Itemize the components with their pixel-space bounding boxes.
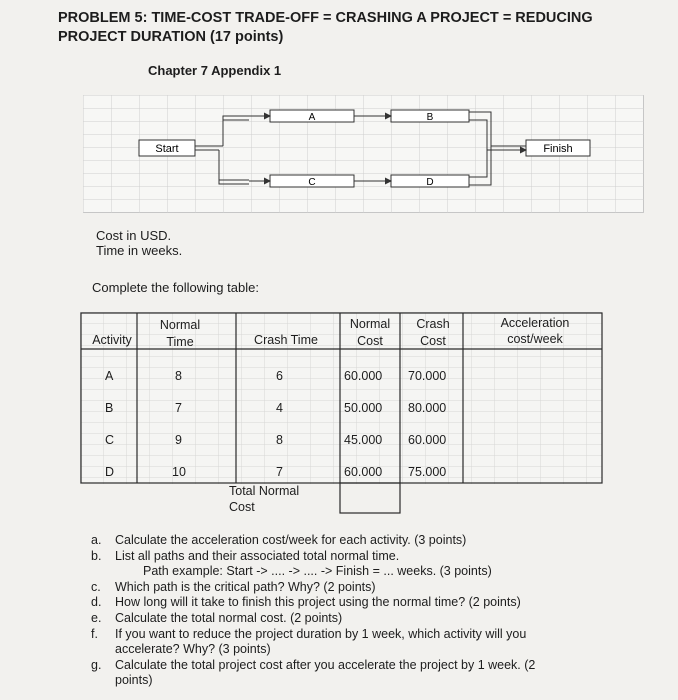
start-label: Start (155, 143, 179, 155)
question-f-text-1: If you want to reduce the project duration by 1 week, which activity will you (115, 626, 527, 641)
cost-unit-note: Cost in USD. (96, 228, 172, 243)
row-d-crash-cost: 75.000 (408, 465, 447, 479)
title-line-2: PROJECT DURATION (17 points) (58, 29, 284, 45)
question-f-label: f. (91, 626, 98, 641)
row-c-crash-time: 8 (276, 433, 283, 447)
row-b-activity: B (105, 401, 114, 415)
question-d-text: How long will it take to finish this project using the normal time? (2 points) (115, 595, 521, 610)
header-crash-cost-l1: Crash (416, 317, 450, 331)
total-label-l1: Total Normal (229, 484, 300, 498)
row-c-normal-cost: 45.000 (344, 433, 383, 447)
header-normal-time-l2: Time (166, 335, 194, 349)
row-a-normal-time: 8 (175, 369, 182, 383)
total-normal-cost-box (340, 483, 400, 513)
row-d-crash-time: 7 (276, 465, 283, 479)
header-normal-cost (340, 316, 400, 350)
question-g (91, 658, 631, 689)
header-acceleration-l2: cost/week (507, 332, 563, 346)
header-normal-cost-l2: Cost (357, 334, 383, 348)
question-a-text: Calculate the acceleration cost/week for each activity. (3 points) (115, 533, 467, 547)
time-unit-note: Time in weeks. (96, 243, 183, 258)
total-normal-cost-label (229, 483, 299, 515)
question-c-text: Which path is the critical path? Why? (2 points) (115, 579, 376, 594)
header-acceleration-l1: Acceleration (500, 316, 570, 330)
finish-label: Finish (543, 143, 573, 155)
question-b-label: b. (91, 548, 102, 563)
question-d-label: d. (91, 595, 102, 610)
header-crash-cost-l2: Cost (420, 334, 446, 348)
question-a (91, 533, 631, 549)
row-b-crash-cost: 80.000 (408, 401, 447, 415)
row-b-crash-time: 4 (276, 401, 283, 415)
activity-c-label: C (308, 177, 316, 188)
row-a-activity: A (105, 369, 114, 383)
header-normal-time-l1: Normal (159, 318, 201, 332)
header-crash-cost (402, 316, 464, 350)
question-b (91, 549, 631, 565)
row-c-activity: C (105, 433, 115, 447)
row-d-normal-cost: 60.000 (344, 465, 383, 479)
row-a-normal-cost: 60.000 (344, 369, 383, 383)
question-b-text: List all paths and their associated total normal time. (115, 548, 400, 563)
question-g-text-1: Calculate the total project cost after you accelerate the project by 1 week. (2 (115, 657, 536, 672)
row-a-crash-cost: 70.000 (408, 369, 447, 383)
title-line-1: PROBLEM 5: TIME-COST TRADE-OFF = CRASHING A PROJECT = REDUCING (58, 10, 593, 26)
row-b-normal-time: 7 (175, 401, 182, 415)
row-d-activity: D (105, 465, 115, 479)
question-f-text-2: accelerate? Why? (3 points) (115, 642, 271, 657)
page-title (58, 9, 593, 47)
table-instruction: Complete the following table: (92, 280, 259, 295)
header-activity: Activity (92, 333, 132, 347)
row-d-normal-time: 10 (172, 465, 186, 479)
question-g-label: g. (91, 657, 102, 672)
network-diagram (83, 95, 644, 213)
header-normal-cost-l1: Normal (349, 317, 391, 331)
header-normal-time (140, 317, 220, 351)
row-b-normal-cost: 50.000 (344, 401, 383, 415)
question-d (91, 595, 631, 611)
question-b-example: Path example: Start -> .... -> .... -> Finish = ... weeks. (3 points) (143, 564, 492, 579)
question-g-text-2: points) (115, 673, 153, 688)
activity-b-label: B (426, 112, 434, 123)
total-label-l2: Cost (229, 500, 255, 514)
question-e-label: e. (91, 610, 102, 625)
row-c-normal-time: 9 (175, 433, 182, 447)
header-crash-time: Crash Time (254, 333, 318, 347)
header-acceleration (480, 315, 590, 347)
chapter-heading: Chapter 7 Appendix 1 (148, 63, 282, 78)
row-a-crash-time: 6 (276, 369, 283, 383)
question-list (91, 533, 631, 689)
activity-d-label: D (426, 177, 434, 188)
question-a-label: a. (91, 533, 102, 547)
question-f (91, 627, 631, 658)
row-c-crash-cost: 60.000 (408, 433, 447, 447)
question-e (91, 611, 631, 627)
question-e-text: Calculate the total normal cost. (2 points) (115, 610, 343, 625)
activity-a-label: A (308, 112, 316, 123)
question-c-label: c. (91, 579, 101, 594)
question-c (91, 580, 631, 596)
